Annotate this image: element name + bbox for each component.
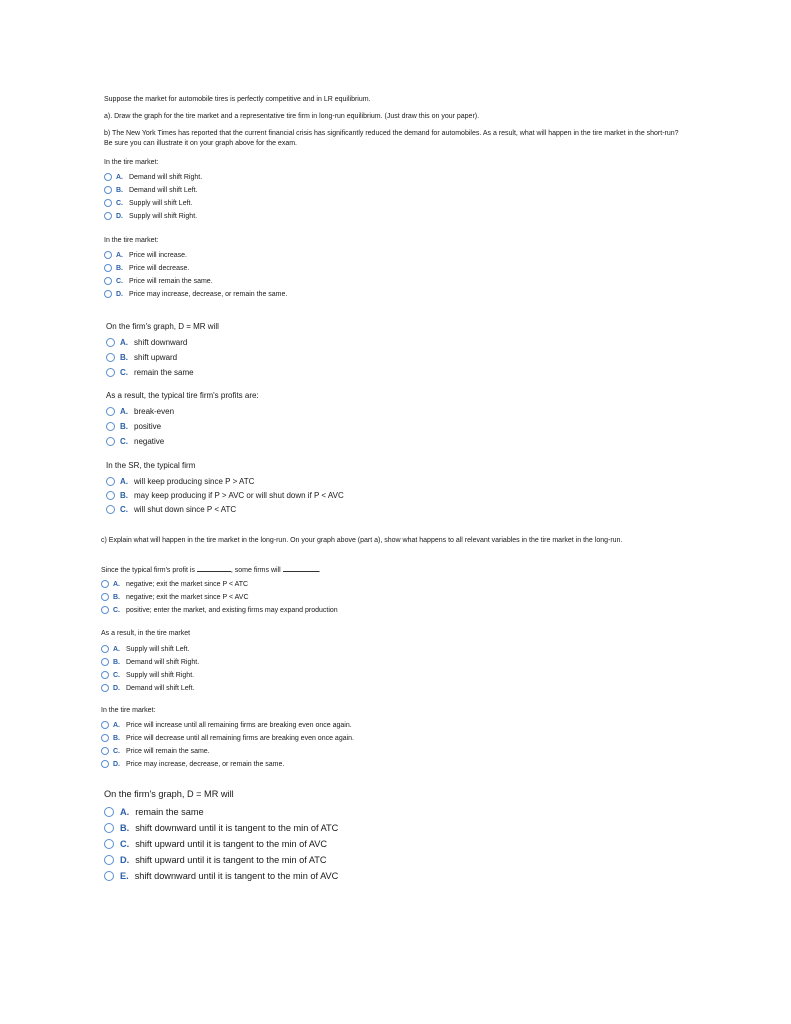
- option-text: Price will increase until all remaining firms are breaking even once again.: [126, 721, 352, 729]
- radio-button[interactable]: [104, 173, 112, 181]
- radio-button[interactable]: [104, 199, 112, 207]
- option-letter: C.: [120, 368, 128, 377]
- q4-prompt: As a result, the typical tire firm's profits are:: [106, 391, 259, 400]
- option-text: shift downward until it is tangent to the min of AVC: [134, 871, 339, 881]
- option-letter: C.: [113, 606, 120, 614]
- option-text: Price may increase, decrease, or remain the same.: [126, 760, 285, 768]
- radio-button[interactable]: [104, 264, 112, 272]
- option-text: negative; exit the market since P < ATC: [126, 580, 249, 588]
- option-text: Demand will shift Left.: [129, 186, 198, 194]
- radio-button[interactable]: [106, 407, 115, 416]
- q6-option-c[interactable]: [101, 606, 338, 614]
- q5-option-b[interactable]: [106, 491, 344, 500]
- q8-option-c[interactable]: [101, 747, 210, 755]
- option-text: Price will remain the same.: [129, 277, 213, 285]
- option-text: Supply will shift Left.: [126, 645, 190, 653]
- q7-option-d[interactable]: [101, 684, 194, 692]
- option-letter: C.: [120, 505, 128, 514]
- option-text: Supply will shift Right.: [129, 212, 198, 220]
- option-text: will shut down since P < ATC: [134, 505, 237, 514]
- radio-button[interactable]: [101, 580, 109, 588]
- part-b-text: b) The New York Times has reported that the current financial crisis has significantly reduced the demand for automobiles. As a result, what will happen in the tire market in the short-run? Be sure you can illustrate it on your graph above for the exam.: [104, 130, 679, 147]
- q5-prompt: In the SR, the typical firm: [106, 461, 196, 470]
- q6-option-a[interactable]: [101, 580, 248, 588]
- radio-button[interactable]: [101, 721, 109, 729]
- radio-button[interactable]: [101, 593, 109, 601]
- option-text: Price will increase.: [129, 251, 187, 259]
- q7-option-b[interactable]: [101, 658, 199, 666]
- q5-option-a[interactable]: [106, 477, 254, 486]
- q9-option-a[interactable]: [104, 807, 204, 817]
- radio-button[interactable]: [104, 212, 112, 220]
- option-text: may keep producing if P > AVC or will shut down if P < AVC: [134, 491, 344, 500]
- option-letter: D.: [116, 212, 123, 220]
- option-letter: A.: [113, 721, 120, 729]
- option-text: negative: [134, 437, 165, 446]
- option-text: will keep producing since P > ATC: [134, 477, 255, 486]
- option-letter: A.: [113, 580, 120, 588]
- q3-option-b[interactable]: [106, 353, 177, 362]
- radio-button[interactable]: [101, 760, 109, 768]
- q2-prompt: In the tire market:: [104, 237, 159, 244]
- option-text: Supply will shift Right.: [126, 671, 195, 679]
- option-letter: B.: [120, 353, 128, 362]
- q8-option-d[interactable]: [101, 760, 284, 768]
- q6-prompt-part3: .: [318, 567, 321, 574]
- radio-button[interactable]: [101, 734, 109, 742]
- radio-button[interactable]: [106, 437, 115, 446]
- option-letter: B.: [113, 734, 120, 742]
- radio-button[interactable]: [101, 671, 109, 679]
- radio-button[interactable]: [104, 823, 114, 833]
- q1-option-b[interactable]: [104, 186, 197, 194]
- option-text: positive: [134, 422, 162, 431]
- option-text: Price will remain the same.: [126, 747, 210, 755]
- option-text: positive; enter the market, and existing firms may expand production: [126, 606, 338, 614]
- option-text: shift downward until it is tangent to the min of ATC: [135, 823, 339, 833]
- option-letter: C.: [120, 437, 128, 446]
- radio-button[interactable]: [106, 505, 115, 514]
- option-letter: D.: [113, 684, 120, 692]
- q9-option-e[interactable]: [104, 871, 338, 881]
- q3-option-c[interactable]: [106, 368, 194, 377]
- option-letter: E.: [120, 871, 129, 881]
- q8-prompt: In the tire market:: [101, 707, 156, 714]
- radio-button[interactable]: [104, 277, 112, 285]
- option-text: negative; exit the market since P < AVC: [126, 593, 249, 601]
- intro-text: Suppose the market for automobile tires is perfectly competitive and in LR equilibrium.: [104, 96, 371, 103]
- q2-option-d[interactable]: [104, 290, 287, 298]
- option-letter: B.: [120, 491, 128, 500]
- q6-prompt-part1: Since the typical firm's profit is: [101, 567, 195, 574]
- option-text: Price will decrease.: [129, 264, 190, 272]
- option-letter: D.: [120, 855, 130, 865]
- radio-button[interactable]: [104, 871, 114, 881]
- option-letter: D.: [116, 290, 123, 298]
- q1-option-c[interactable]: [104, 199, 192, 207]
- radio-button[interactable]: [101, 606, 109, 614]
- radio-button[interactable]: [106, 477, 115, 486]
- option-text: shift downward: [134, 338, 188, 347]
- radio-button[interactable]: [106, 491, 115, 500]
- option-text: shift upward until it is tangent to the min of AVC: [135, 839, 328, 849]
- q7-prompt: As a result, in the tire market: [101, 630, 191, 637]
- q1-option-a[interactable]: [104, 173, 202, 181]
- option-text: Demand will shift Left.: [126, 684, 195, 692]
- radio-button[interactable]: [104, 839, 114, 849]
- fill-in-blank: [283, 564, 319, 572]
- q4-option-a[interactable]: [106, 407, 174, 416]
- q6-prompt-part2: , some firms will: [230, 567, 281, 574]
- option-letter: A.: [120, 407, 128, 416]
- option-text: shift upward until it is tangent to the min of ATC: [135, 855, 327, 865]
- option-text: Price may increase, decrease, or remain the same.: [129, 290, 288, 298]
- option-text: break-even: [134, 407, 175, 416]
- q4-option-b[interactable]: [106, 422, 161, 431]
- q8-option-a[interactable]: [101, 721, 352, 729]
- part-a-text: a). Draw the graph for the tire market and a representative tire firm in long-run equilibrium. (Just draw this on your paper).: [104, 113, 480, 120]
- option-letter: A.: [116, 251, 123, 259]
- option-letter: C.: [116, 277, 123, 285]
- q4-option-c[interactable]: [106, 437, 164, 446]
- radio-button[interactable]: [104, 807, 114, 817]
- q2-option-b[interactable]: [104, 264, 189, 272]
- option-letter: B.: [120, 422, 128, 431]
- radio-button[interactable]: [104, 290, 112, 298]
- option-letter: A.: [120, 807, 130, 817]
- option-text: Price will decrease until all remaining firms are breaking even once again.: [126, 734, 355, 742]
- q6-prompt: [101, 564, 321, 574]
- option-text: remain the same: [135, 807, 204, 817]
- option-letter: B.: [116, 264, 123, 272]
- q3-option-a[interactable]: [106, 338, 187, 347]
- q2-option-c[interactable]: [104, 277, 213, 285]
- radio-button[interactable]: [104, 855, 114, 865]
- option-letter: A.: [120, 338, 128, 347]
- q8-option-b[interactable]: [101, 734, 354, 742]
- radio-button[interactable]: [101, 645, 109, 653]
- option-letter: C.: [116, 199, 123, 207]
- option-letter: B.: [116, 186, 123, 194]
- option-letter: B.: [113, 658, 120, 666]
- radio-button[interactable]: [101, 747, 109, 755]
- option-letter: B.: [113, 593, 120, 601]
- option-letter: A.: [113, 645, 120, 653]
- radio-button[interactable]: [101, 658, 109, 666]
- option-letter: A.: [120, 477, 128, 486]
- radio-button[interactable]: [101, 684, 109, 692]
- option-letter: D.: [113, 760, 120, 768]
- fill-in-blank: [197, 564, 231, 572]
- radio-button[interactable]: [106, 338, 115, 347]
- radio-button[interactable]: [106, 368, 115, 377]
- q9-option-c[interactable]: [104, 839, 327, 849]
- option-letter: C.: [113, 747, 120, 755]
- option-text: Demand will shift Right.: [126, 658, 200, 666]
- q5-option-c[interactable]: [106, 505, 236, 514]
- radio-button[interactable]: [104, 251, 112, 259]
- radio-button[interactable]: [106, 422, 115, 431]
- option-letter: A.: [116, 173, 123, 181]
- option-text: shift upward: [134, 353, 178, 362]
- q1-option-d[interactable]: [104, 212, 197, 220]
- radio-button[interactable]: [106, 353, 115, 362]
- option-text: remain the same: [134, 368, 194, 377]
- q9-option-d[interactable]: [104, 855, 327, 865]
- option-text: Supply will shift Left.: [129, 199, 193, 207]
- option-letter: C.: [113, 671, 120, 679]
- q7-option-c[interactable]: [101, 671, 194, 679]
- q6-option-b[interactable]: [101, 593, 249, 601]
- option-text: Demand will shift Right.: [129, 173, 203, 181]
- option-letter: C.: [120, 839, 130, 849]
- q9-prompt: On the firm's graph, D = MR will: [104, 789, 234, 799]
- q1-prompt: In the tire market:: [104, 159, 159, 166]
- q3-prompt: On the firm's graph, D = MR will: [106, 322, 219, 331]
- part-c-text: c) Explain what will happen in the tire market in the long-run. On your graph above (part a), show what happens to all relevant variables in the tire market in the long-run.: [101, 537, 623, 544]
- q2-option-a[interactable]: [104, 251, 187, 259]
- q7-option-a[interactable]: [101, 645, 189, 653]
- option-letter: B.: [120, 823, 130, 833]
- radio-button[interactable]: [104, 186, 112, 194]
- q9-option-b[interactable]: [104, 823, 338, 833]
